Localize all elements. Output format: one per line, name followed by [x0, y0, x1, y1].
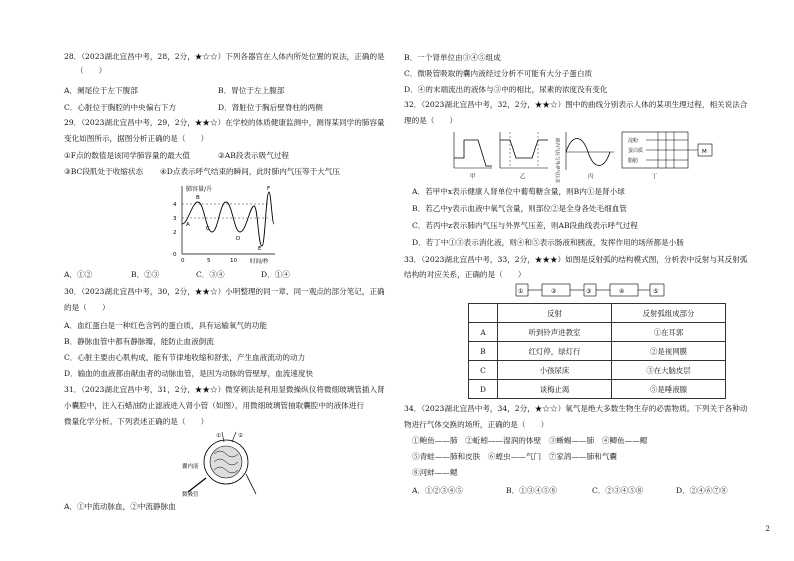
ytick-2: 2: [173, 230, 177, 236]
fig-caption-jia: 甲: [470, 174, 476, 180]
fig-label-capsule-fluid: 囊内液: [182, 464, 199, 470]
table-row[interactable]: [469, 323, 726, 342]
q29-statement-1: ①F点的数值是该同学肺容量的最大值: [64, 151, 190, 160]
physiology-curves-figure: [452, 128, 722, 183]
q29-statement-3: ③BC段肌处于收缩状态: [64, 167, 144, 176]
ytick-4: 4: [173, 202, 177, 208]
fig-caption-yi: 乙: [520, 174, 526, 180]
reflex-arc-flow: [516, 283, 676, 297]
q29-option-a[interactable]: A．①②: [64, 270, 93, 279]
q28-option-d[interactable]: D．肾脏位于胸后壁脊柱的两侧: [218, 103, 323, 112]
fig-caption-bing: 丙: [588, 174, 594, 180]
q28-option-c[interactable]: C．心脏位于胸腔的中央偏右下方: [64, 103, 177, 112]
q28-stem: 28．（2023湖北宜昌中考，28，2分，★☆☆）下列各器官在人体内所处位置的说法，正确的是: [64, 52, 385, 61]
fig-label-2: ②: [238, 433, 243, 439]
q30-option-d[interactable]: D．输血的血液都由献血者的动脉血管，是因为动脉的管壁厚，血流速度快: [64, 369, 314, 378]
table-cell: ⑤是唾液腺: [612, 380, 726, 399]
table-row[interactable]: [469, 342, 726, 361]
q31-stem-line2: 小囊腔中，注入石蜡油防止滤液进入肾小管（如图），用微细玻璃管抽取囊腔中的液体进行: [64, 401, 364, 410]
q32-stem-line1: 32．（2023湖北宜昌中考，32，2分，★★☆）图中的曲线分别表示人体的某项生理过程，相关说法合: [404, 100, 748, 109]
point-c: C: [206, 226, 210, 232]
q29-option-d[interactable]: D．①④: [261, 270, 290, 279]
flow-node-1: ①: [518, 288, 524, 295]
q31-option-a[interactable]: A．①中流动脉血，②中流静脉血: [64, 502, 176, 511]
fig-caption-ding: 丁: [652, 174, 658, 180]
q34-stem-line2: 物进行气体交换的场所，正确的是（ ）: [404, 420, 549, 429]
xtick-0: 0: [181, 258, 185, 264]
page-number: 2: [765, 525, 770, 533]
table-cell: A: [469, 323, 498, 342]
table-cell: 小孩尿床: [498, 361, 612, 380]
flow-node-3: ③: [586, 288, 592, 295]
chart-ylabel: 肺容量/升: [186, 186, 213, 193]
q32-option-c[interactable]: C．若丙中z表示肺内气压与外界气压差，则AB段曲线表示呼气过程: [412, 221, 638, 230]
q32-stem-line2: 理的是（ ）: [404, 116, 458, 125]
flow-node-5: ⑤: [653, 288, 659, 295]
q34-stem-line1: 34．（2023湖北宜昌中考，34，2分，★☆☆）氧气是绝大多数生物生存的必需物质。下列关于各种动: [404, 404, 748, 413]
q29-statement-4: ④D点表示呼气结束的瞬间，此时肺内气压等于大气压: [160, 167, 340, 176]
q28-paren: （ ）: [76, 66, 107, 75]
table-cell: ②是视网膜: [612, 342, 726, 361]
q33-stem-line2: 结构的对应关系，正确的是（ ）: [404, 270, 526, 279]
table-cell: ①在耳郭: [612, 323, 726, 342]
q29-option-c[interactable]: C．③④: [196, 270, 225, 279]
table-header-cell: 反射弧组成部分: [612, 304, 726, 323]
q31-option-c[interactable]: C．微吸管吸取的囊内液经过分析不可能有大分子蛋白质: [404, 69, 593, 78]
q30-option-a[interactable]: A．血红蛋白是一种红色含钙的蛋白质，具有运输氧气的功能: [64, 321, 267, 330]
q34-option-c[interactable]: C．②③④⑤⑧: [592, 486, 644, 495]
q30-stem-line2: 的是（ ）: [64, 303, 110, 312]
table-header-cell: [469, 304, 498, 323]
q31-option-d[interactable]: D．④的末端流出的液体与③中的相比，尿素的浓度没有变化: [404, 85, 608, 94]
table-cell: ③在大脑皮层: [612, 361, 726, 380]
q31-stem-line1: 31．（2023湖北宜昌中考，31，2分，★★☆）微穿刺法是利用显微操纵仪将微细玻璃管插入肾: [64, 385, 385, 394]
table-header-cell: 反射: [498, 304, 612, 323]
table-row[interactable]: [469, 361, 726, 380]
fig-label-1: ①: [216, 433, 221, 439]
q33-stem-line1: 33．（2023湖北宜昌中考，33，2分，★★★）如图是反射弧的结构模式图，分析表中反射与其反射弧: [404, 255, 748, 264]
table-cell: 谈梅止渴: [498, 380, 612, 399]
table-header-row: [469, 304, 726, 323]
point-e: E: [258, 246, 262, 252]
point-b: B: [196, 195, 200, 201]
point-a: A: [186, 222, 190, 228]
table-cell: B: [469, 342, 498, 361]
q30-option-b[interactable]: B．静脉血管中都有静脉瓣，能防止血液倒流: [64, 337, 214, 346]
xtick-10: 10: [230, 258, 237, 264]
kidney-capsule-figure: [182, 432, 266, 498]
q29-stem-line1: 29．（2023湖北宜昌中考，29，2分，★★☆）在学校的体质健康监测中，测得某同学的肺容量: [64, 118, 385, 127]
fig-label-protein: 蛋白质: [628, 148, 644, 154]
q31-stem-line3: 微量化学分析。下列表述正确的是（ ）: [64, 417, 209, 426]
q34-items-line2: ⑤青蛙——肺和皮肤 ⑥蝗虫——气门 ⑦家鸽——肺和气囊: [412, 452, 618, 461]
q34-items-line1: ①鲍鱼——肺 ②蚯蚓——湿润的体壁 ③蜥蜴——肺 ④鲫鱼——鳃: [412, 436, 648, 445]
table-cell: 听到铃声进教室: [498, 323, 612, 342]
table-cell: C: [469, 361, 498, 380]
q34-option-d[interactable]: D．②④⑥⑦⑧: [676, 486, 728, 495]
table-cell: D: [469, 380, 498, 399]
q31-option-b[interactable]: B．一个肾单位由③④⑤组成: [404, 53, 501, 62]
q34-option-a[interactable]: A．①②③④⑤: [412, 486, 464, 495]
ytick-3: 3: [173, 216, 177, 222]
point-d: D: [236, 236, 241, 242]
point-f: F: [267, 186, 271, 192]
q29-statement-2: ②AB段表示吸气过程: [218, 151, 290, 160]
q30-stem-line1: 30．（2023湖北宜昌中考，30，2分，★★☆）小明整理的同一章、同一观点的部分笔记，正确: [64, 287, 385, 296]
fig-label-fat: 脂肪: [628, 158, 639, 164]
fig-label-starch: 淀粉: [628, 138, 639, 144]
q32-option-d[interactable]: D．若丁中①③表示消化液，则④和⑤表示肠液和胰液，发挥作用的场所都是小肠: [412, 238, 684, 247]
fig-label-pressure-diff: 肺内气压与外界气压差: [554, 138, 559, 183]
xtick-5: 5: [207, 258, 211, 264]
q29-stem-line2: 变化如图所示，据图分析正确的是（ ）: [64, 134, 209, 143]
lung-volume-chart: [170, 184, 280, 264]
q28-option-b[interactable]: B．胃位于左上腹部: [218, 86, 285, 95]
flow-node-4: ④: [619, 288, 625, 295]
fig-label-m: M: [702, 149, 707, 155]
ytick-0: 0: [173, 252, 177, 258]
q32-option-b[interactable]: B．若乙中y表示血液中氧气含量，则部位②是全身各处毛细血管: [412, 204, 627, 213]
flow-node-2: ②: [551, 288, 557, 295]
q32-option-a[interactable]: A．若甲中x表示健康人肾单位中葡萄糖含量，则B内①是肾小球: [412, 187, 625, 196]
table-cell: 红灯停，绿灯行: [498, 342, 612, 361]
reflex-table: [468, 303, 726, 399]
q30-option-c[interactable]: C．心脏主要由心肌构成，能有节律地收缩和舒张，产生血液流动的动力: [64, 353, 306, 362]
q34-option-b[interactable]: B．①③④⑤⑧: [506, 486, 558, 495]
table-row[interactable]: [469, 380, 726, 399]
q28-option-a[interactable]: A．阑尾位于左下腹部: [64, 86, 138, 95]
q29-option-b[interactable]: B．②③: [131, 270, 160, 279]
q34-items-line3: ⑧河蚌——鳃: [412, 468, 458, 477]
fig-label-micropipette: 微吸管: [182, 492, 199, 498]
chart-xlabel: 时间/秒: [250, 259, 269, 265]
